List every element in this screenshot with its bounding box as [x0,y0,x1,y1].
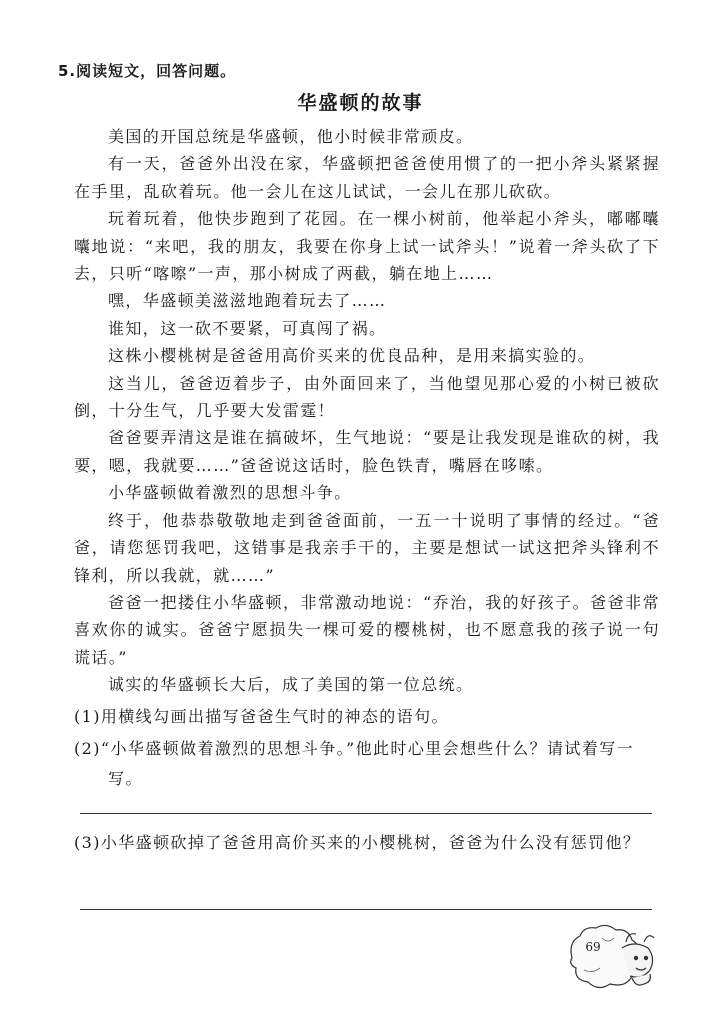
question-1: (1)用横线勾画出描写爸爸生气时的神态的语句。 [74,707,449,726]
paragraph-3: 玩着玩着，他快步跑到了花园。在一棵小树前，他举起小斧头，嘟嘟囔囔地说：“来吧，我的朋友，我要在你身上试一试斧头！”说着一斧头砍了下去，只听“喀嚓”一声，那小树成了两截，躺在地上…… [74,209,660,284]
answer-line-question-2[interactable] [80,813,652,814]
question-list [74,702,664,794]
page-number: 69 [585,940,601,954]
cartoon-mascot-icon [562,918,662,994]
paragraph-7: 这当儿，爸爸迈着步子，由外面回来了，当他望见那心爱的小树已被砍倒，十分生气，几乎要大发雷霆！ [74,373,660,421]
paragraph-6: 这株小樱桃树是爸爸用高价买来的优良品种，是用来搞实验的。 [108,346,596,366]
question-2: (2)“小华盛顿做着激烈的思想斗争。”他此时心里会想些什么？请试着写一写。 [74,739,635,788]
question-3: (3)小华盛顿砍掉了爸爸用高价买来的小樱桃树，爸爸为什么没有惩罚他？ [74,833,641,852]
reading-passage [74,123,660,699]
paragraph-1: 美国的开国总统是华盛顿，他小时候非常顽皮。 [108,127,474,146]
paragraph-10: 终于，他恭恭敬敬地走到爸爸面前，一五一十说明了事情的经过。“爸爸，请您惩罚我吧，这错事是我亲手干的，主要是想试一试这把斧头锋利不锋利，所以我就，就……” [74,510,660,585]
paragraph-5: 谁知，这一砍不要紧，可真闯了祸。 [108,318,387,338]
paragraph-9: 小华盛顿做着激烈的思想斗争。 [108,483,352,503]
passage-title: 华盛顿的故事 [297,92,424,114]
paragraph-11: 爸爸一把搂住小华盛顿，非常激动地说：“乔治，我的好孩子。爸爸非常喜欢你的诚实。爸爸宁愿损失一棵可爱的樱桃树，也不愿意我的孩子说一句谎话。” [74,592,660,667]
paragraph-2: 有一天，爸爸外出没在家，华盛顿把爸爸使用惯了的一把小斧头紧紧握在手里，乱砍着玩。他一会儿在这儿试试，一会儿在那儿砍砍。 [74,154,660,201]
exercise-instruction: 5.阅读短文，回答问题。 [58,62,237,80]
paragraph-8: 爸爸要弄清这是谁在搞破坏，生气地说：“要是让我发现是谁砍的树，我要，嗯，我就要……”爸爸说这话时，脸色铁青，嘴唇在哆嗦。 [74,428,660,475]
paragraph-12: 诚实的华盛顿长大后，成了美国的第一位总统。 [108,675,474,695]
paragraph-4: 嘿，华盛顿美滋滋地跑着玩去了…… [108,291,387,311]
answer-line-question-3[interactable] [80,909,652,910]
